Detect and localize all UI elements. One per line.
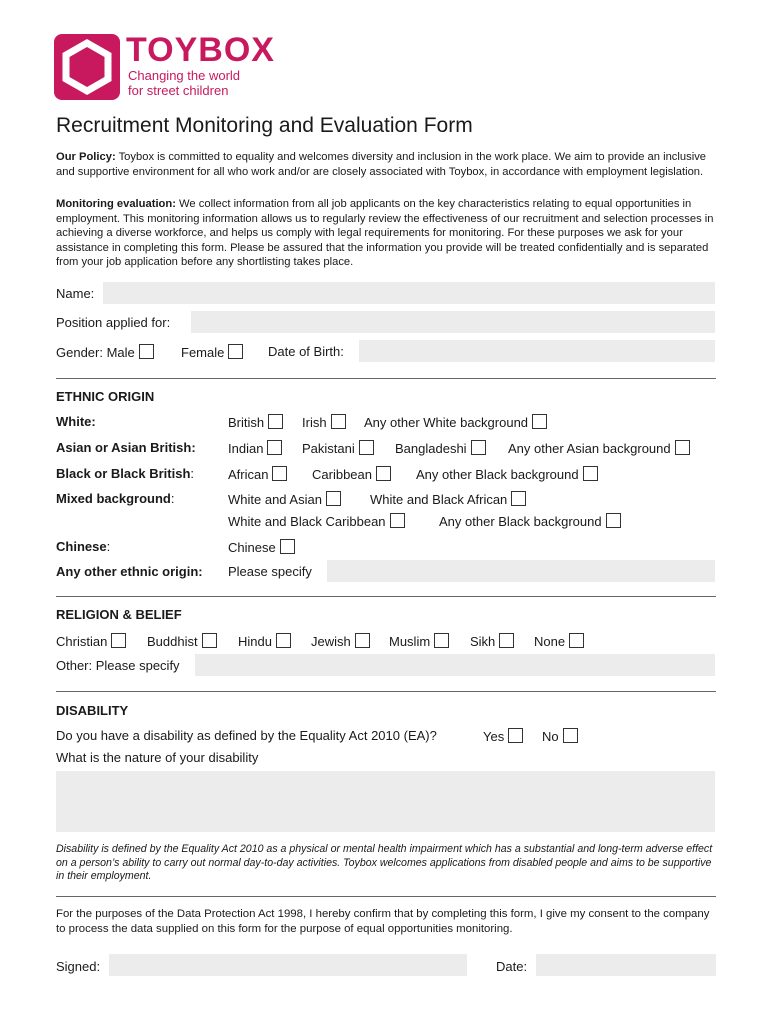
female-option bbox=[181, 344, 243, 360]
name-label: Name: bbox=[56, 286, 95, 301]
male-checkbox[interactable] bbox=[139, 344, 154, 359]
please-specify-label: Please specify bbox=[228, 564, 312, 579]
option-label: Pakistani bbox=[302, 441, 355, 456]
option-chinese bbox=[228, 539, 295, 555]
ethnic-heading: ETHNIC ORIGIN bbox=[56, 389, 155, 404]
mixed-label: Mixed background bbox=[56, 491, 171, 506]
option-british bbox=[228, 414, 283, 430]
option-white-black-caribbean bbox=[228, 513, 405, 529]
other-black-checkbox[interactable] bbox=[583, 466, 598, 481]
female-label: Female bbox=[181, 345, 225, 360]
option-label: Any other Black background bbox=[439, 514, 602, 529]
option-label: Buddhist bbox=[147, 634, 198, 649]
disability-nature-field[interactable] bbox=[56, 771, 715, 832]
white-black-caribbean-checkbox[interactable] bbox=[390, 513, 405, 528]
option-label: White and Black African bbox=[370, 492, 508, 507]
chinese-label: Chinese bbox=[56, 539, 107, 554]
monitoring-label: Monitoring evaluation: bbox=[56, 198, 176, 210]
religion-other-label: Other: Please specify bbox=[56, 658, 180, 673]
signed-label: Signed: bbox=[56, 959, 101, 974]
disability-note: Disability is defined by the Equality Act 2010 as a physical or mental health impairment which has a substantial and long-term adverse effect on a person’s ability to carry out normal day-to-day activities. Toybox welcomes applications from disabled people and aims to be supportive in their employment. bbox=[56, 843, 713, 883]
option-label: Christian bbox=[56, 634, 108, 649]
white-black-african-checkbox[interactable] bbox=[511, 491, 526, 506]
other-white-checkbox[interactable] bbox=[532, 414, 547, 429]
option-label: Any other Asian background bbox=[508, 441, 671, 456]
option-label: Indian bbox=[228, 441, 264, 456]
toybox-logo bbox=[54, 34, 120, 100]
white-asian-checkbox[interactable] bbox=[326, 491, 341, 506]
option-label: Any other Black background bbox=[416, 467, 579, 482]
option-christian bbox=[56, 633, 126, 649]
buddhist-checkbox[interactable] bbox=[202, 633, 217, 648]
dob-field[interactable] bbox=[359, 340, 715, 362]
option-label: Muslim bbox=[389, 634, 431, 649]
option-label: White and Black Caribbean bbox=[228, 514, 386, 529]
muslim-checkbox[interactable] bbox=[434, 633, 449, 648]
chinese-checkbox[interactable] bbox=[280, 539, 295, 554]
option-label: Sikh bbox=[470, 634, 496, 649]
option-other-black bbox=[416, 466, 598, 482]
option-label: Caribbean bbox=[312, 467, 372, 482]
indian-checkbox[interactable] bbox=[267, 440, 282, 455]
option-white-asian bbox=[228, 491, 341, 507]
option-label: No bbox=[542, 729, 559, 744]
disability-yes-checkbox[interactable] bbox=[508, 728, 523, 743]
option-label: African bbox=[228, 467, 269, 482]
christian-checkbox[interactable] bbox=[111, 633, 126, 648]
mixed-label-row bbox=[56, 491, 174, 506]
date-label: Date: bbox=[496, 959, 528, 974]
disability-nature-label: What is the nature of your disability bbox=[56, 750, 259, 765]
other-ethnic-field[interactable] bbox=[327, 560, 715, 582]
option-irish bbox=[302, 414, 346, 430]
option-sikh bbox=[470, 633, 514, 649]
option-yes bbox=[483, 728, 523, 744]
option-none bbox=[534, 633, 584, 649]
bangladeshi-checkbox[interactable] bbox=[471, 440, 486, 455]
hindu-checkbox[interactable] bbox=[276, 633, 291, 648]
brand-tagline-2: for street children bbox=[128, 83, 229, 98]
divider bbox=[56, 691, 716, 692]
none-checkbox[interactable] bbox=[569, 633, 584, 648]
option-other-white bbox=[364, 414, 547, 430]
option-indian bbox=[228, 440, 282, 456]
religion-other-field[interactable] bbox=[195, 654, 715, 676]
name-field[interactable] bbox=[103, 282, 715, 304]
option-label: Hindu bbox=[238, 634, 272, 649]
option-label: Irish bbox=[302, 415, 327, 430]
black-label: Black or Black British bbox=[56, 466, 191, 481]
pakistani-checkbox[interactable] bbox=[359, 440, 374, 455]
option-buddhist bbox=[147, 633, 217, 649]
signature-field[interactable] bbox=[109, 954, 467, 976]
divider bbox=[56, 378, 716, 379]
hexagon-logo-icon bbox=[54, 34, 120, 100]
option-caribbean bbox=[312, 466, 391, 482]
option-label: Any other White background bbox=[364, 415, 529, 430]
dob-label: Date of Birth: bbox=[268, 344, 344, 359]
brand-name: TOYBOX bbox=[126, 31, 275, 69]
disability-no-checkbox[interactable] bbox=[563, 728, 578, 743]
irish-checkbox[interactable] bbox=[331, 414, 346, 429]
policy-label: Our Policy: bbox=[56, 151, 116, 163]
colon: : bbox=[170, 491, 175, 506]
option-no bbox=[542, 728, 578, 744]
brand-tagline-1: Changing the world bbox=[128, 68, 241, 83]
option-label: Jewish bbox=[311, 634, 351, 649]
option-label: British bbox=[228, 415, 265, 430]
sikh-checkbox[interactable] bbox=[499, 633, 514, 648]
gender-row bbox=[56, 344, 154, 360]
option-label: White and Asian bbox=[228, 492, 322, 507]
date-field[interactable] bbox=[536, 954, 716, 976]
option-jewish bbox=[311, 633, 370, 649]
consent-text: For the purposes of the Data Protection Act 1998, I hereby confirm that by completing this form, I give my consent to the company to process the data supplied on this form for the purpose of equal opportunities monitoring. bbox=[56, 908, 710, 935]
other-ethnic-label: Any other ethnic origin: bbox=[56, 564, 203, 579]
option-other-asian bbox=[508, 440, 690, 456]
policy-paragraph bbox=[56, 150, 716, 179]
position-label: Position applied for: bbox=[56, 315, 171, 330]
disability-question: Do you have a disability as defined by the Equality Act 2010 (EA)? bbox=[56, 728, 437, 743]
gender-male-label: Gender: Male bbox=[56, 345, 135, 360]
black-label-row bbox=[56, 466, 194, 481]
option-white-black-african bbox=[370, 491, 526, 507]
policy-text: Toybox is committed to equality and welcomes diversity and inclusion in the work place. We aim to provide an inclusive and supportive environment for all who work and/or are closely associated with Toybox, in accordance with employment legislation. bbox=[56, 151, 707, 178]
female-checkbox[interactable] bbox=[228, 344, 243, 359]
option-label: Chinese bbox=[228, 540, 276, 555]
option-muslim bbox=[389, 633, 449, 649]
disability-heading: DISABILITY bbox=[56, 703, 129, 718]
divider bbox=[56, 896, 716, 897]
chinese-label-row bbox=[56, 539, 110, 554]
option-hindu bbox=[238, 633, 291, 649]
divider bbox=[56, 596, 716, 597]
page-title: Recruitment Monitoring and Evaluation Form bbox=[56, 114, 473, 137]
position-field[interactable] bbox=[191, 311, 715, 333]
option-pakistani bbox=[302, 440, 374, 456]
option-label: Yes bbox=[483, 729, 505, 744]
religion-heading: RELIGION & BELIEF bbox=[56, 607, 182, 622]
monitoring-paragraph bbox=[56, 197, 716, 270]
option-label: Bangladeshi bbox=[395, 441, 467, 456]
option-african bbox=[228, 466, 287, 482]
other-asian-checkbox[interactable] bbox=[675, 440, 690, 455]
option-label: None bbox=[534, 634, 566, 649]
option-bangladeshi bbox=[395, 440, 486, 456]
asian-label: Asian or Asian British: bbox=[56, 440, 196, 455]
african-checkbox[interactable] bbox=[272, 466, 287, 481]
white-label: White: bbox=[56, 414, 96, 429]
option-other-mixed bbox=[439, 513, 621, 529]
other-mixed-checkbox[interactable] bbox=[606, 513, 621, 528]
jewish-checkbox[interactable] bbox=[355, 633, 370, 648]
monitoring-text: We collect information from all job applicants on the key characteristics relating to equal opportunities in employment. This monitoring information allows us to regularly review the effectiveness of our recruitment and selection processes in achieving a diverse workforce, and helps us comply with legal requirements for monitoring. For these purposes we ask for your assistance in completing this form. Please be assured that the information you provide will be treated confidentially and is separated from your job application before any shortlisting takes place. bbox=[56, 198, 714, 269]
british-checkbox[interactable] bbox=[268, 414, 283, 429]
colon: : bbox=[106, 539, 111, 554]
colon: : bbox=[190, 466, 195, 481]
caribbean-checkbox[interactable] bbox=[376, 466, 391, 481]
